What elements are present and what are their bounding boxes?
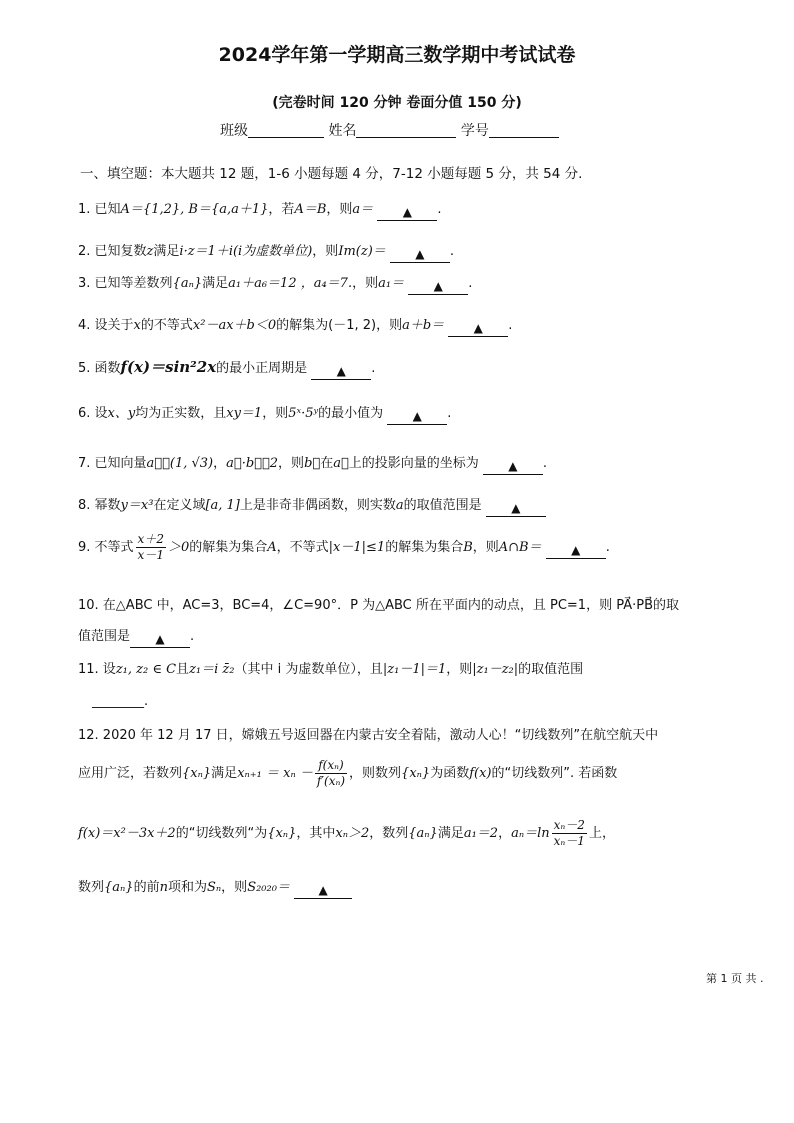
name-field[interactable]	[356, 121, 456, 138]
question-7: 7. 已知向量a⃗＝(1, √3)，a⃗·b⃗＝2，则b⃗在a⃗上的投影向量的坐标为 ▲ .	[78, 456, 548, 473]
question-12-line4: 数列{aₙ}的前n项和为Sₙ，则S₂₀₂₀＝ ▲	[78, 876, 352, 899]
question-4: 4. 设关于x的不等式x²－ax＋b＜0的解集为(－1, 2)，则a＋b＝ ▲ .	[78, 318, 513, 335]
answer-blank[interactable]: ▲	[483, 458, 543, 475]
question-6: 6. 设x、y均为正实数，且xy＝1，则5ˣ·5ʸ的最小值为 ▲ .	[78, 406, 452, 423]
answer-blank[interactable]: ▲	[448, 320, 508, 337]
page-number: 第 1 页 共 .	[706, 972, 764, 985]
question-1: 1. 已知A＝{1,2}, B＝{a,a＋1}，若A＝B，则a＝ ▲ .	[78, 202, 442, 219]
question-11: 11. 设z₁, z₂ ∈ C且z₁＝i z̄₂（其中 i 为虚数单位），且|z₁－1|＝1，则|z₁－z₂|的取值范围	[78, 662, 584, 677]
student-info	[220, 120, 559, 140]
question-3: 3. 已知等差数列{aₙ}满足a₁＋a₆＝12 ，a₄＝7.，则a₁＝ ▲ .	[78, 276, 473, 293]
answer-blank[interactable]: ▲	[486, 500, 546, 517]
answer-blank[interactable]: ▲	[387, 408, 447, 425]
answer-blank[interactable]: ▲	[311, 363, 371, 380]
fraction: $\frac{\text{f(xₙ)}}{\text{f′(xₙ)}}$	[316, 758, 346, 788]
question-12-line3: f(x)＝x²－3x＋2的“切线数列“为{xₙ}，其中xₙ＞2，数列{aₙ}满足a₁＝2，aₙ＝ln $\frac{\text{xₙ－2}}{\text{xₙ－1}}$ 上，	[78, 818, 615, 848]
page-title: 2024学年第一学期高三数学期中考试试卷	[218, 44, 576, 66]
answer-blank[interactable]: ▲	[130, 631, 190, 648]
answer-blank[interactable]: ▲	[546, 542, 606, 559]
question-9: 9. 不等式 $\frac{x+2}{x-1}$ ＞0的解集为集合A，不等式|x－1|≤1的解集为集合B，则A∩B＝ ▲ .	[78, 532, 610, 562]
question-2: 2. 已知复数z满足i·z＝1＋i(i为虚数单位)，则Im(z)＝ ▲ .	[78, 244, 455, 261]
question-8: 8. 幂数y＝x³在定义域[a, 1]上是非奇非偶函数，则实数a的取值范围是 ▲	[78, 494, 546, 517]
question-12-line2: 应用广泛，若数列{xₙ}满足xₙ₊₁ ＝ xₙ － $\frac{\text{f(xₙ)}}{\text{f′(xₙ)}}$ ，则数列{xₙ}为函数f(x)的“切线数列”. 若函数	[78, 758, 618, 788]
section-heading: 一、填空题：本大题共 12 题，1-6 小题每题 4 分，7-12 小题每题 5 分，共 54 分.	[80, 166, 583, 182]
class-field[interactable]	[248, 121, 324, 138]
question-11-blank[interactable]: ________.	[92, 694, 149, 709]
exam-subtitle: (完卷时间 120 分钟 卷面分值 150 分)	[272, 95, 522, 111]
answer-blank[interactable]: ▲	[377, 204, 437, 221]
question-10: 10. 在△ABC 中，AC=3，BC=4，∠C=90°．P 为△ABC 所在平面内的动点，且 PC=1，则 PA⃗·PB⃗的取 值范围是 ▲ .	[78, 598, 679, 646]
question-5: 5. 函数f(x)＝sin²2x的最小正周期是 ▲ .	[78, 358, 376, 378]
fraction: $\frac{x+2}{x-1}$	[137, 532, 164, 562]
id-label: 学号	[460, 123, 489, 139]
fraction: $\frac{\text{xₙ－2}}{\text{xₙ－1}}$	[553, 818, 585, 848]
class-label: 班级	[220, 123, 248, 139]
answer-blank[interactable]: ▲	[390, 246, 450, 263]
name-label: 姓名	[328, 123, 357, 139]
answer-blank[interactable]: ▲	[408, 278, 468, 295]
id-field[interactable]	[489, 121, 559, 138]
answer-blank[interactable]: ▲	[294, 882, 352, 899]
question-12: 12. 2020 年 12 月 17 日，嫦娥五号返回器在内蒙古安全着陆，激动人心！“切线数列”在航空航天中	[78, 728, 659, 743]
